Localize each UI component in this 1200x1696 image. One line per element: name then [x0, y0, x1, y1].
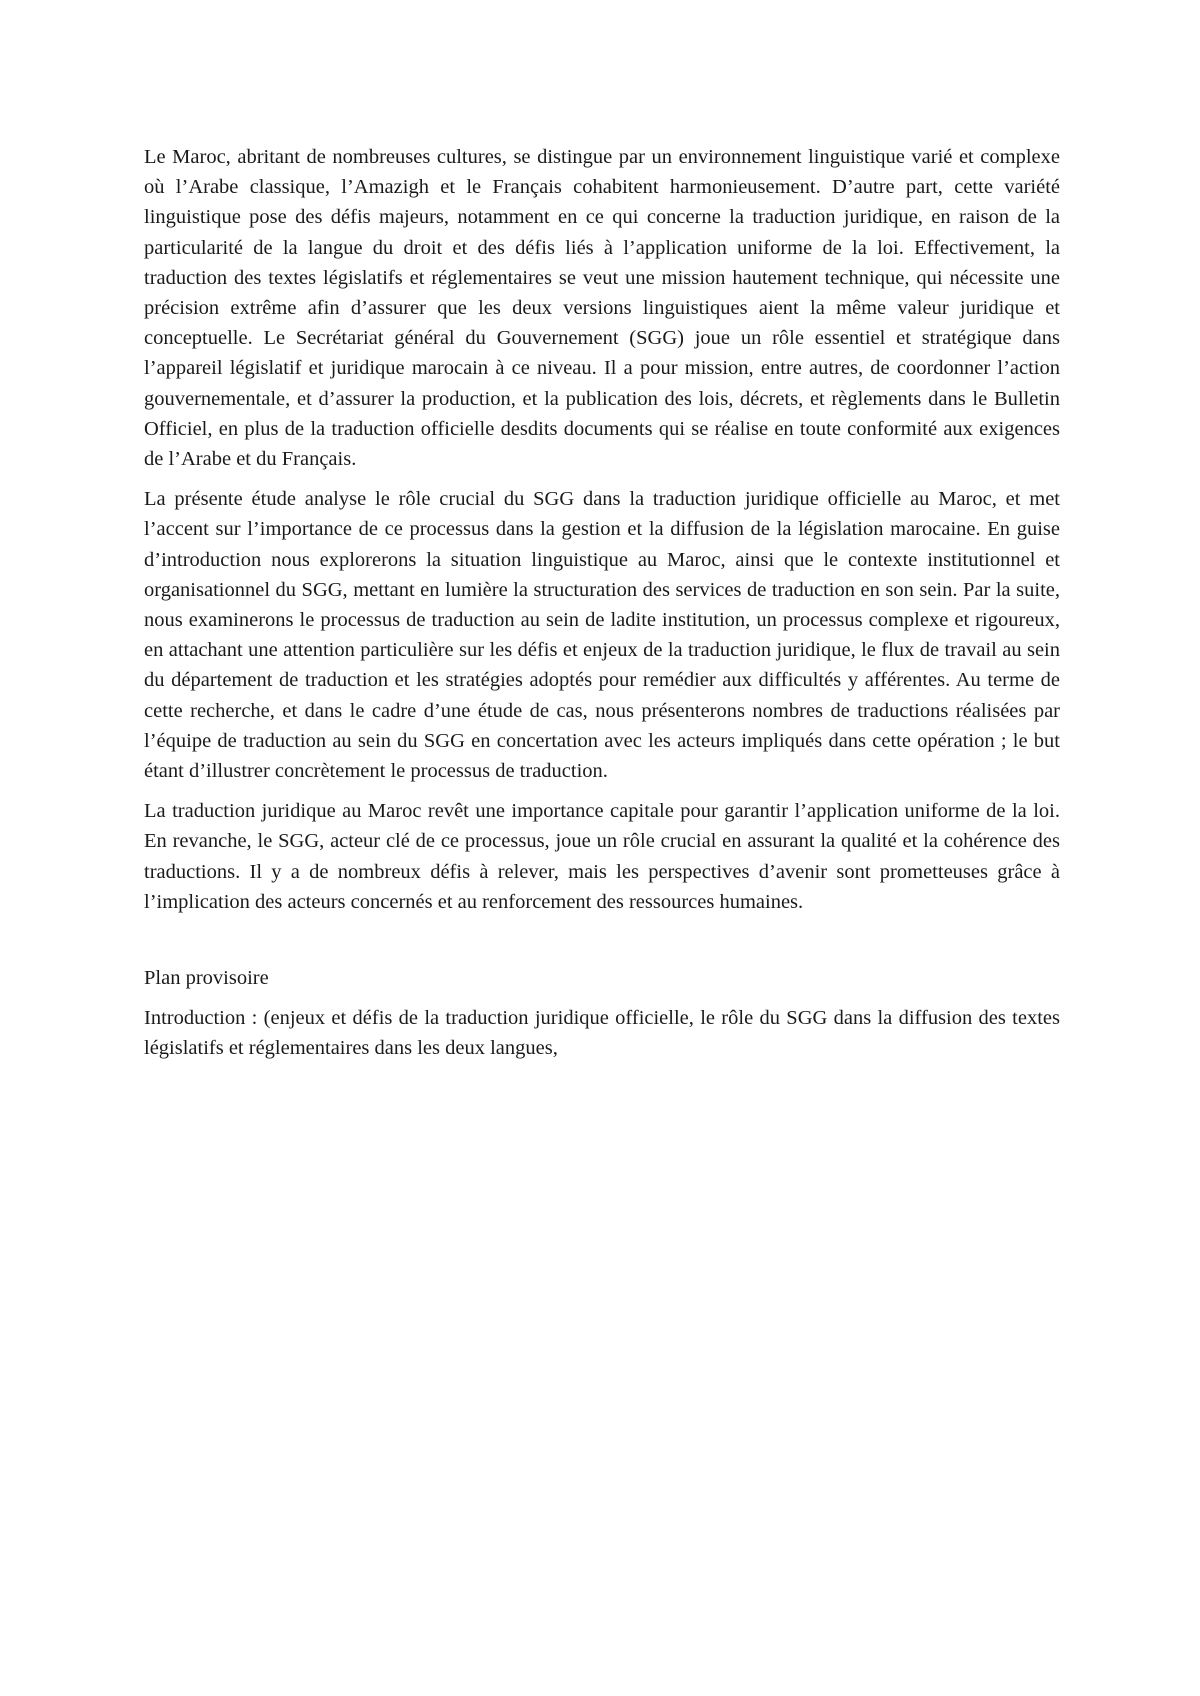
- plan-introduction: Introduction : (enjeux et défis de la traduction juridique officielle, le rôle du SGG dans la diffusion des textes législatifs et réglementaires dans les deux langues,: [144, 1007, 1060, 1060]
- paragraph-study-overview: La présente étude analyse le rôle crucial du SGG dans la traduction juridique officielle au Maroc, et met l’accent sur l’importance de ce processus dans la gestion et la diffusion de la législation marocaine. En guise d’introduction nous explorerons la situation linguistique au Maroc, ainsi que le contexte institutionnel et organisationnel du SGG, mettant en lumière la structuration des services de traduction en son sein. Par la suite, nous examinerons le processus de traduction au sein de ladite institution, un processus complexe et rigoureux, en attachant une attention particulière sur les défis et enjeux de la traduction juridique, le flux de travail au sein du département de traduction et les stratégies adoptés pour remédier aux difficultés y afférentes. Au terme de cette recherche, et dans le cadre d’une étude de cas, nous présenterons nombres de traductions réalisées par l’équipe de traduction au sein du SGG en concertation avec les acteurs impliqués dans cette opération ; le but étant d’illustrer concrètement le processus de traduction.: [144, 488, 1060, 783]
- document-body: [144, 142, 1060, 1074]
- plan-heading: Plan provisoire: [144, 967, 269, 990]
- paragraph-intro: Le Maroc, abritant de nombreuses cultures, se distingue par un environnement linguistique varié et complexe où l’Arabe classique, l’Amazigh et le Français cohabitent harmonieusement. D’autre part, cette variété linguistique pose des défis majeurs, notamment en ce qui concerne la traduction juridique, en raison de la particularité de la langue du droit et des défis liés à l’application uniforme de la loi. Effectivement, la traduction des textes législatifs et réglementaires se veut une mission hautement technique, qui nécessite une précision extrême afin d’assurer que les deux versions linguistiques aient la même valeur juridique et conceptuelle. Le Secrétariat général du Gouvernement (SGG) joue un rôle essentiel et stratégique dans l’appareil législatif et juridique marocain à ce niveau. Il a pour mission, entre autres, de coordonner l’action gouvernementale, et d’assurer la production, et la publication des lois, décrets, et règlements dans le Bulletin Officiel, en plus de la traduction officielle desdits documents qui se réalise en toute conformité aux exigences de l’Arabe et du Français.: [144, 146, 1060, 471]
- paragraph-conclusion: La traduction juridique au Maroc revêt une importance capitale pour garantir l’application uniforme de la loi. En revanche, le SGG, acteur clé de ce processus, joue un rôle crucial en assurant la qualité et la cohérence des traductions. Il y a de nombreux défis à relever, mais les perspectives d’avenir sont prometteuses grâce à l’implication des acteurs concernés et au renforcement des ressources humaines.: [144, 800, 1060, 913]
